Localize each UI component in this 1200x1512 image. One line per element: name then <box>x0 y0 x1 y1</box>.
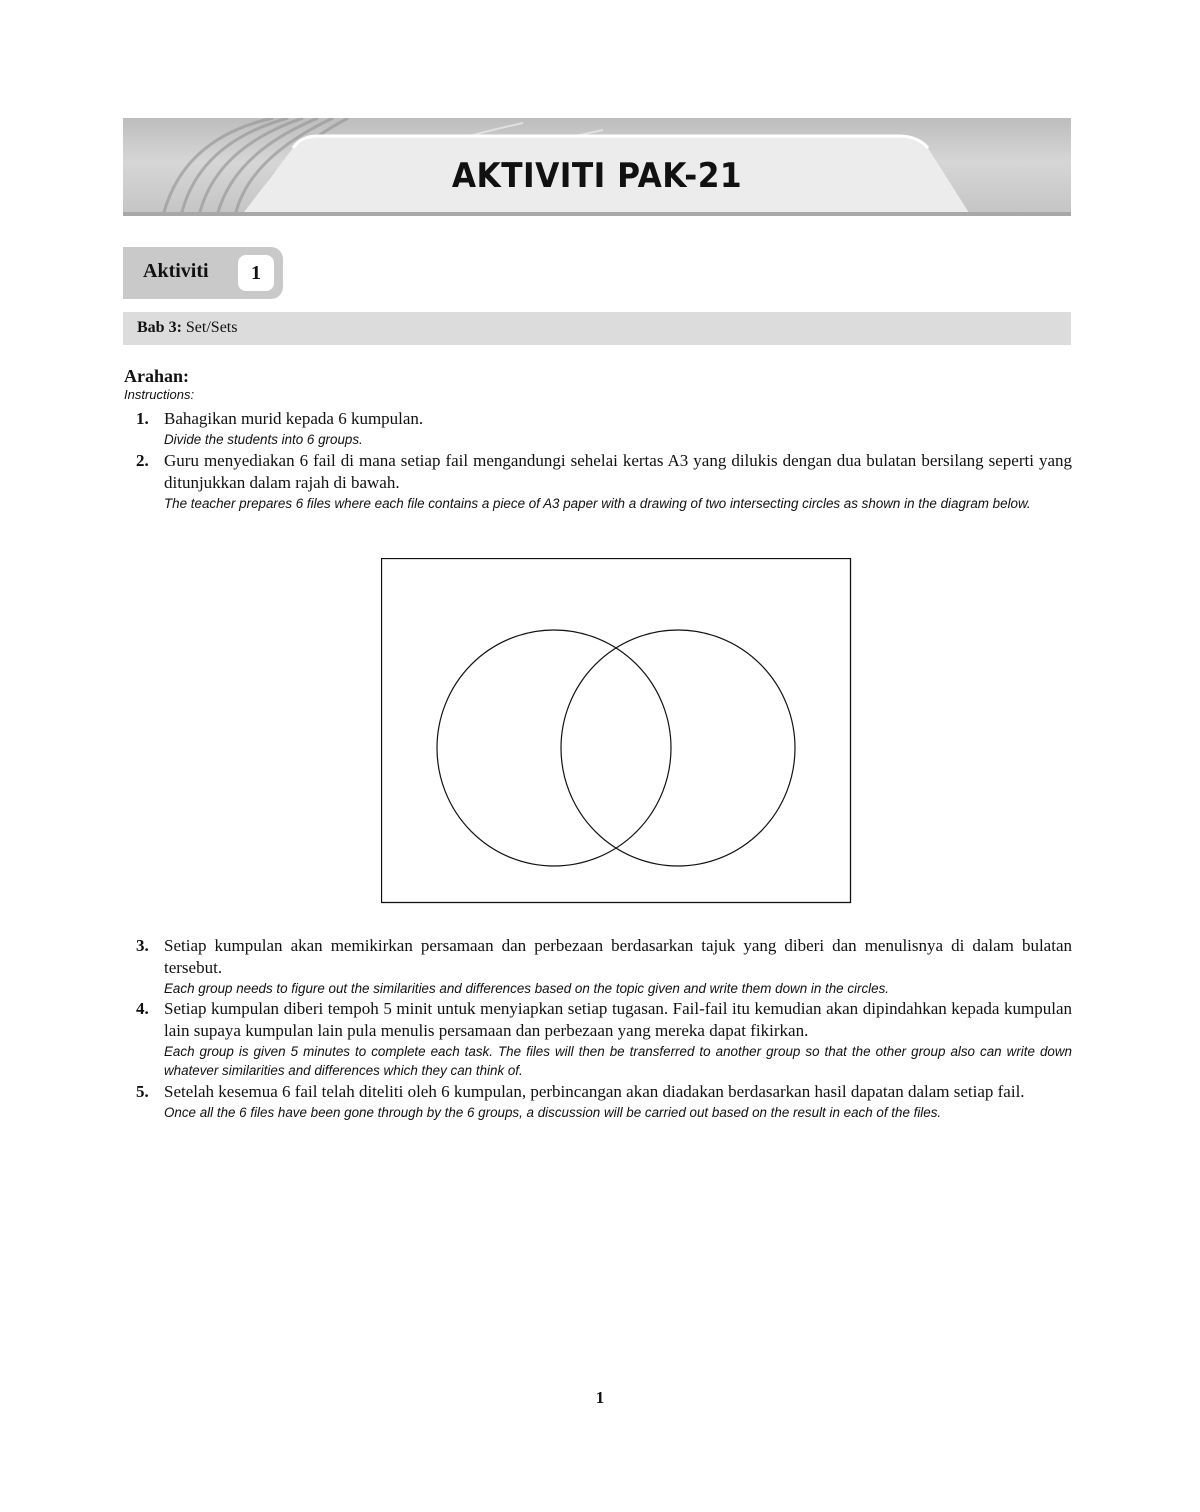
step-item <box>124 998 1072 1080</box>
activity-tab <box>123 247 283 299</box>
step-number: 4. <box>136 999 149 1018</box>
step-item <box>124 935 1072 998</box>
venn-diagram <box>381 558 852 904</box>
page-title: AKTIVITI PAK-21 <box>451 156 743 196</box>
chapter-heading <box>137 319 237 337</box>
chapter-bar <box>123 312 1071 345</box>
step-text-malay: Setelah kesemua 6 fail telah diteliti oleh 6 kumpulan, perbincangan akan diadakan berdasarkan hasil dapatan dalam setiap fail. <box>164 1082 1025 1101</box>
instructions-heading <box>124 365 1072 403</box>
instructions-subtitle: Instructions: <box>124 387 195 402</box>
step-text-malay: Setiap kumpulan diberi tempoh 5 minit untuk menyiapkan setiap tugasan. Fail-fail itu kemudian akan dipindahkan kepada kumpulan lain supaya kumpulan lain pula menulis persamaan dan perbezaan yang mereka dapat fikirkan. <box>164 999 1072 1040</box>
step-item <box>124 450 1072 513</box>
step-number: 2. <box>136 451 149 470</box>
step-text-malay: Setiap kumpulan akan memikirkan persamaan dan perbezaan berdasarkan tajuk yang diberi dan menulisnya di dalam bulatan tersebut. <box>164 936 1072 977</box>
chapter-title: Set/Sets <box>185 319 238 336</box>
step-text-english: Each group is given 5 minutes to complete each task. The files will then be transferred to another group so that the other group also can write down whatever similarities and differences which they can think of. <box>164 1044 1072 1078</box>
step-text-english: Each group needs to figure out the similarities and differences based on the topic given and write them down in the circles. <box>164 981 889 996</box>
step-item <box>124 1081 1072 1122</box>
step-number: 3. <box>136 936 149 955</box>
step-item <box>124 408 1072 449</box>
step-text-malay: Guru menyediakan 6 fail di mana setiap fail mengandungi sehelai kertas A3 yang dilukis dengan dua bulatan bersilang seperti yang ditunjukkan dalam rajah di bawah. <box>164 451 1072 492</box>
chapter-prefix: Bab 3: <box>137 319 182 336</box>
step-number: 1. <box>136 409 149 428</box>
step-text-malay: Bahagikan murid kepada 6 kumpulan. <box>164 409 424 428</box>
activity-label: Aktiviti <box>143 260 209 282</box>
step-number: 5. <box>136 1082 149 1101</box>
instructions-title: Arahan: <box>124 366 190 386</box>
step-text-english: The teacher prepares 6 files where each file contains a piece of A3 paper with a drawing of two intersecting circles as shown in the diagram below. <box>164 496 1031 511</box>
page-number: 1 <box>595 1388 605 1407</box>
activity-number-badge: 1 <box>238 255 274 291</box>
header-banner <box>123 118 1071 216</box>
universal-set-rectangle <box>382 559 851 903</box>
step-text-english: Divide the students into 6 groups. <box>164 432 363 447</box>
step-text-english: Once all the 6 files have been gone through by the 6 groups, a discussion will be carried out based on the result in each of the files. <box>164 1105 942 1120</box>
